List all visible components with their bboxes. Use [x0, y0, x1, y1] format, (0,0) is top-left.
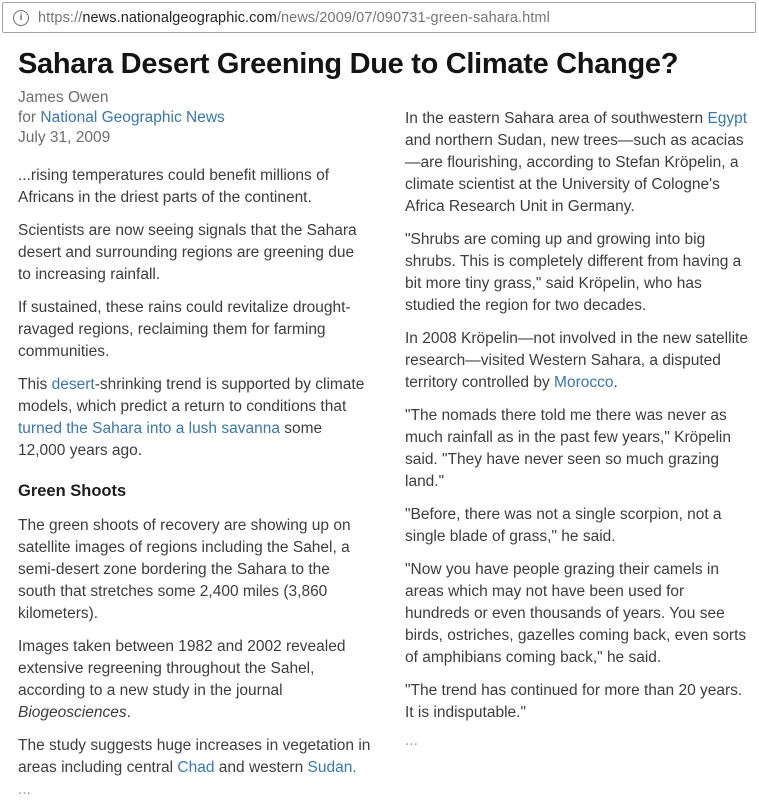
- article-paragraph: [405, 504, 749, 548]
- text-segment: -shrinking trend is supported by climate models, which predict a return to conditions that: [18, 376, 365, 415]
- address-bar[interactable]: [2, 2, 756, 33]
- inline-link[interactable]: Egypt: [707, 110, 748, 127]
- byline: [18, 88, 371, 148]
- article-paragraph: [405, 229, 749, 317]
- text-segment: The study suggests huge increases in vegetation in areas including central: [18, 737, 371, 776]
- article-paragraph: [405, 730, 749, 752]
- text-segment: This: [18, 376, 52, 393]
- article-paragraph: [18, 636, 371, 724]
- article-paragraph: [405, 108, 749, 218]
- inline-link[interactable]: Morocco: [554, 374, 614, 391]
- text-segment: Scientists are now seeing signals that the Sahara desert and surrounding regions are greening due to increasing rainfall.: [18, 222, 357, 283]
- text-segment: and northern Sudan, new trees—such as acacias—are flourishing, according to Stefan Kröpelin, a climate scientist at the University of Cologne's Africa Research Unit in Germany.: [405, 132, 744, 215]
- text-segment: "Before, there was not a single scorpion, not a single blade of grass," he said.: [405, 506, 722, 545]
- url-domain: news.nationalgeographic.com: [82, 9, 277, 26]
- byline-for-prefix: for: [18, 109, 41, 126]
- article-column-right: [405, 88, 749, 812]
- section-heading: Green Shoots: [18, 482, 127, 500]
- inline-link[interactable]: turned the Sahara into a lush savanna: [18, 420, 280, 437]
- text-segment: Images taken between 1982 and 2002 revealed extensive regreening throughout the Sahel, according to a new study in the journal: [18, 638, 346, 699]
- text-segment: "Now you have people grazing their camels in areas which may not have been used for hundreds or even thousands of years. You see birds, ostriches, gazelles coming back, even sorts of amphibians coming back," he said.: [405, 561, 747, 666]
- article-paragraph: [18, 165, 371, 209]
- url-scheme: https://: [38, 9, 83, 26]
- byline-date: July 31, 2009: [18, 129, 111, 146]
- text-segment: "Shrubs are coming up and growing into big shrubs. This is completely different from having a bit more tiny grass," said Kröpelin, who has studied the region for two decades.: [405, 231, 742, 314]
- byline-source-link[interactable]: National Geographic News: [40, 109, 225, 126]
- article-paragraph: [18, 220, 371, 286]
- byline-source-line: [18, 108, 371, 128]
- text-segment: .: [613, 374, 618, 391]
- article-paragraph: [18, 297, 371, 363]
- text-segment: In 2008 Kröpelin—not involved in the new satellite research—visited Western Sahara, a disputed territory controlled by: [405, 330, 748, 391]
- article-paragraph: [405, 559, 749, 669]
- article-columns: [0, 88, 759, 812]
- text-segment: and western: [214, 759, 308, 776]
- inline-link[interactable]: desert: [51, 376, 95, 393]
- journal-name: Biogeosciences: [18, 704, 127, 721]
- article-paragraph: [405, 680, 749, 724]
- inline-link[interactable]: Chad: [177, 759, 215, 776]
- article-title: Sahara Desert Greening Due to Climate Change?: [18, 48, 679, 80]
- text-segment: ...rising temperatures could benefit millions of Africans in the driest parts of the continent.: [18, 167, 330, 206]
- text-segment: "The nomads there told me there was never as much rainfall as in the past few years," Kröpelin said. "They have never seen so much grazing land.": [405, 407, 731, 490]
- text-segment: .: [126, 704, 131, 721]
- article-column-left: [18, 88, 371, 812]
- text-segment: some 12,000 years ago.: [18, 420, 323, 459]
- byline-author: James Owen: [18, 89, 109, 106]
- text-segment: If sustained, these rains could revitalize drought-ravaged regions, reclaiming them for farming communities.: [18, 299, 351, 360]
- inline-link[interactable]: Sudan.: [307, 759, 357, 776]
- text-segment: In the eastern Sahara area of southwestern: [405, 110, 708, 127]
- text-segment: "The trend has continued for more than 20 years. It is indisputable.": [405, 682, 743, 721]
- article-paragraph: [18, 735, 371, 801]
- article-paragraph: [405, 328, 749, 394]
- article-paragraph: [18, 374, 371, 462]
- article: [0, 33, 759, 812]
- text-segment: The green shoots of recovery are showing up on satellite images of regions including the Sahel, a semi-desert zone bordering the Sahara to the south that stretches some 2,400 miles (3,860 kilometers).: [18, 517, 351, 622]
- url-path: /news/2009/07/090731-green-sahara.html: [276, 9, 550, 26]
- info-icon[interactable]: i: [13, 10, 29, 26]
- article-paragraph: [18, 515, 371, 625]
- text-segment: ...: [405, 732, 418, 749]
- text-segment: ...: [18, 781, 31, 798]
- article-paragraph: [405, 405, 749, 493]
- url-text: [38, 10, 550, 26]
